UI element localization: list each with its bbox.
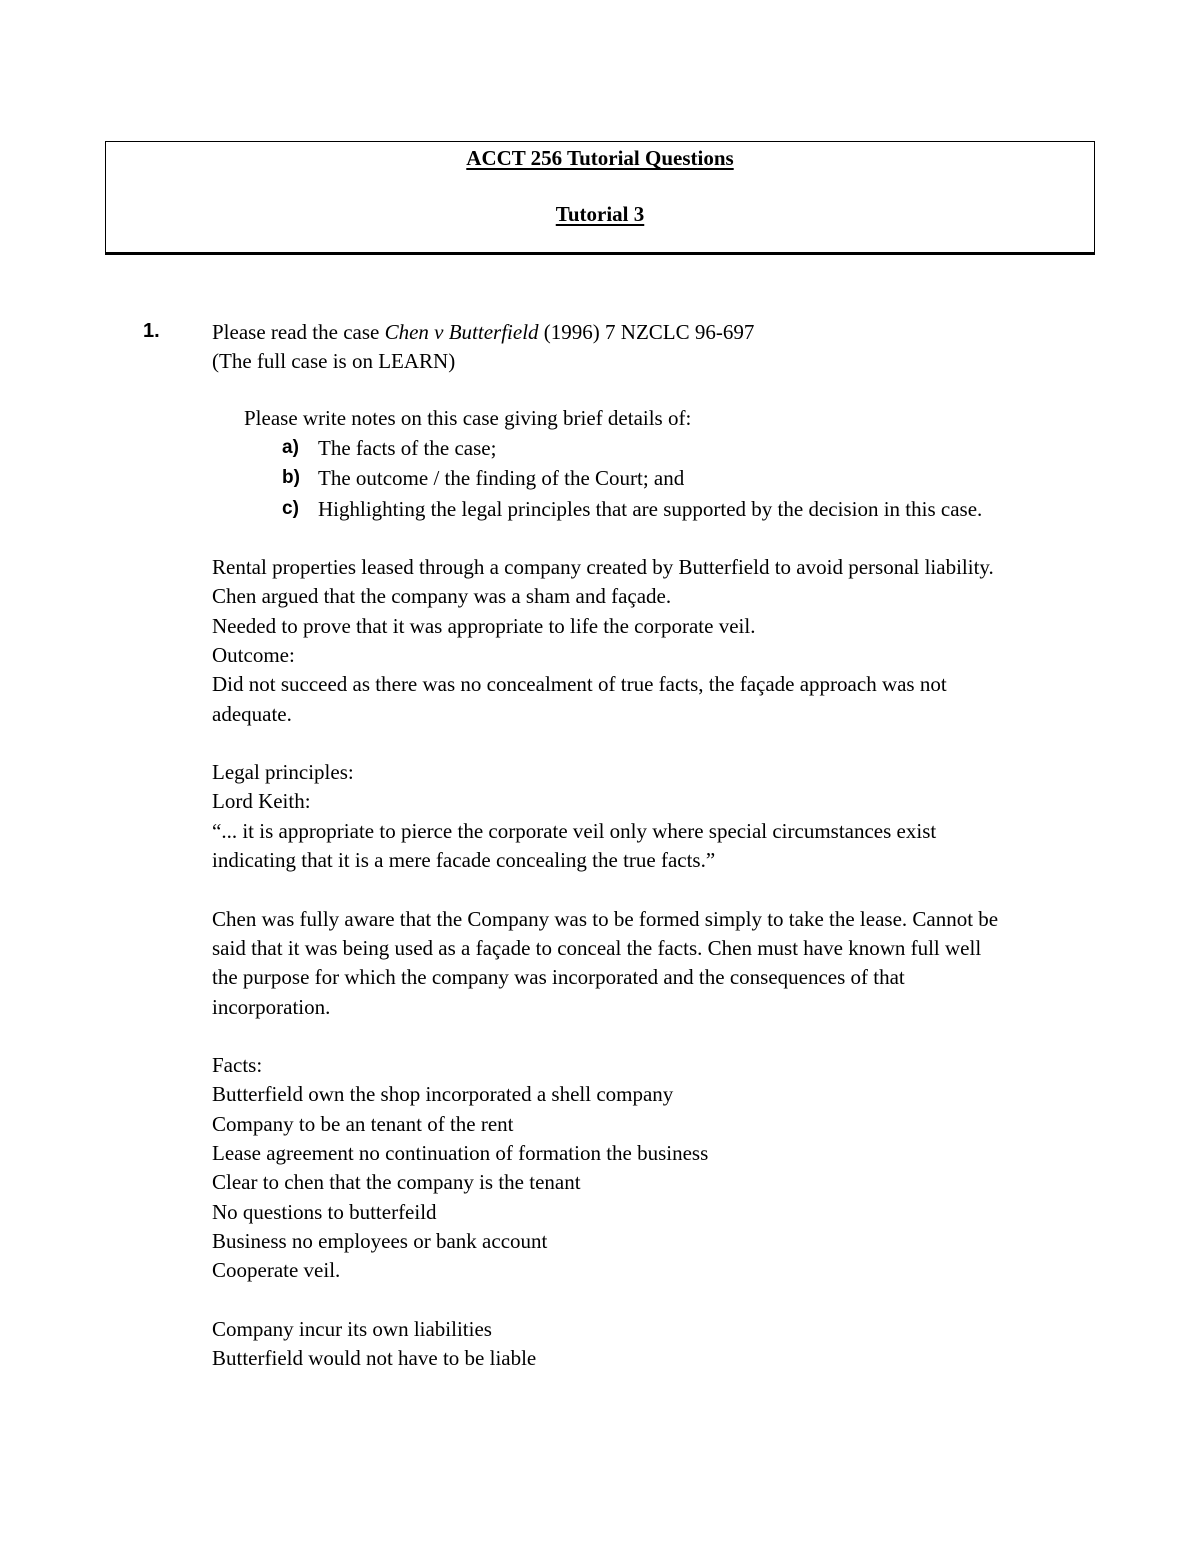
answer-line: Rental properties leased through a company created by Butterfield to avoid personal liability.	[212, 555, 994, 579]
answer-line: Clear to chen that the company is the tenant	[212, 1170, 581, 1194]
answer-line: Business no employees or bank account	[212, 1229, 548, 1253]
answer-line: Chen argued that the company was a sham and façade.	[212, 584, 672, 608]
answer-line: Company to be an tenant of the rent	[212, 1112, 514, 1136]
answer-line: the purpose for which the company was incorporated and the consequences of that	[212, 965, 905, 989]
question-number: 1.	[143, 320, 160, 342]
intro-prefix: Please read the case	[212, 320, 385, 344]
tutorial-subtitle-text: Tutorial 3	[555, 202, 645, 226]
answer-line: Outcome:	[212, 643, 295, 667]
answer-line: indicating that it is a mere facade concealing the true facts.”	[212, 848, 716, 872]
title-box	[105, 141, 1095, 255]
item-b-letter: b)	[282, 467, 300, 488]
answer-line: “... it is appropriate to pierce the corporate veil only where special circumstances exist	[212, 819, 937, 843]
answer-line: Needed to prove that it was appropriate to life the corporate veil.	[212, 614, 756, 638]
answer-line: Chen was fully aware that the Company was to be formed simply to take the lease. Cannot be	[212, 907, 999, 931]
document-title-text: ACCT 256 Tutorial Questions	[466, 146, 734, 170]
item-c-text: Highlighting the legal principles that are supported by the decision in this case.	[318, 497, 983, 521]
item-b-text: The outcome / the finding of the Court; and	[318, 466, 685, 490]
question-instruction: Please write notes on this case giving brief details of:	[244, 406, 692, 430]
question-note: (The full case is on LEARN)	[212, 349, 456, 373]
answer-line: Company incur its own liabilities	[212, 1317, 492, 1341]
answer-line: No questions to butterfeild	[212, 1200, 437, 1224]
answer-line: Butterfield own the shop incorporated a shell company	[212, 1082, 674, 1106]
answer-line: Legal principles:	[212, 760, 354, 784]
answer-line: adequate.	[212, 702, 292, 726]
answer-line: Lease agreement no continuation of formation the business	[212, 1141, 709, 1165]
document-title	[106, 146, 1094, 171]
answer-line: Facts:	[212, 1053, 263, 1077]
answer-line: Cooperate veil.	[212, 1258, 341, 1282]
case-name: Chen v Butterfield	[384, 320, 539, 344]
case-citation: (1996) 7 NZCLC 96-697	[538, 320, 755, 344]
answer-line: incorporation.	[212, 995, 331, 1019]
tutorial-subtitle	[106, 202, 1094, 227]
answer-line: Butterfield would not have to be liable	[212, 1346, 537, 1370]
answer-line: said that it was being used as a façade to conceal the facts. Chen must have known full well	[212, 936, 982, 960]
answer-line: Lord Keith:	[212, 789, 311, 813]
item-c-letter: c)	[282, 498, 299, 519]
question-intro	[212, 318, 754, 346]
item-a-text: The facts of the case;	[318, 436, 497, 460]
item-a-letter: a)	[282, 437, 299, 458]
answer-line: Did not succeed as there was no concealment of true facts, the façade approach was not	[212, 672, 947, 696]
